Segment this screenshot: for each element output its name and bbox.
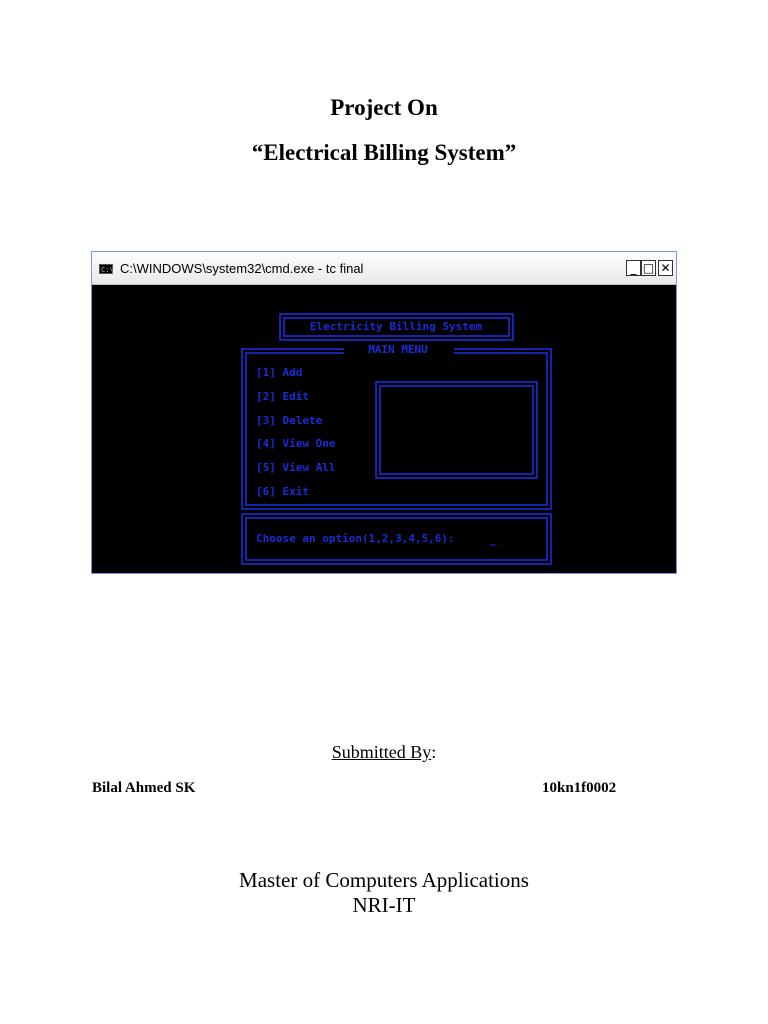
menu-item-view-one: [4] View One <box>256 437 336 450</box>
console-drawing <box>92 285 676 573</box>
maximize-icon: □ <box>642 261 655 275</box>
menu-item-view-all: [5] View All <box>256 461 336 474</box>
option-prompt: Choose an option(1,2,3,4,5,6): <box>256 532 455 545</box>
institute-name: NRI-IT <box>352 893 416 917</box>
menu-item-edit: [2] Edit <box>256 390 309 403</box>
project-title: “Electrical Billing System” <box>251 140 517 165</box>
submitted-by-text: Submitted By <box>331 742 432 762</box>
student-id: 10kn1f0002 <box>542 780 617 796</box>
project-heading: Project On <box>330 95 438 120</box>
side-box-outer <box>376 382 537 478</box>
cmd-icon: C:\ <box>101 266 114 274</box>
cmd-window-title: C:\WINDOWS\system32\cmd.exe - tc final <box>120 261 364 276</box>
submitted-by-colon: : <box>431 742 437 762</box>
degree-name: Master of Computers Applications <box>239 868 529 892</box>
menu-item-exit: [6] Exit <box>256 485 309 498</box>
side-box-inner <box>380 386 533 474</box>
close-icon: ✕ <box>658 260 673 276</box>
cmd-titlebar <box>92 252 676 285</box>
student-name: Bilal Ahmed SK <box>92 780 196 796</box>
menu-item-add: [1] Add <box>256 366 303 379</box>
menu-item-delete: [3] Delete <box>256 414 323 427</box>
prompt-cursor: _ <box>490 533 497 546</box>
cmd-window-screenshot <box>91 251 677 574</box>
menu-title: MAIN MENU <box>368 343 428 356</box>
submitted-by-label <box>0 742 768 763</box>
cmd-screen <box>92 285 676 573</box>
minimize-icon: _ <box>626 260 641 276</box>
app-title: Electricity Billing System <box>309 320 483 333</box>
